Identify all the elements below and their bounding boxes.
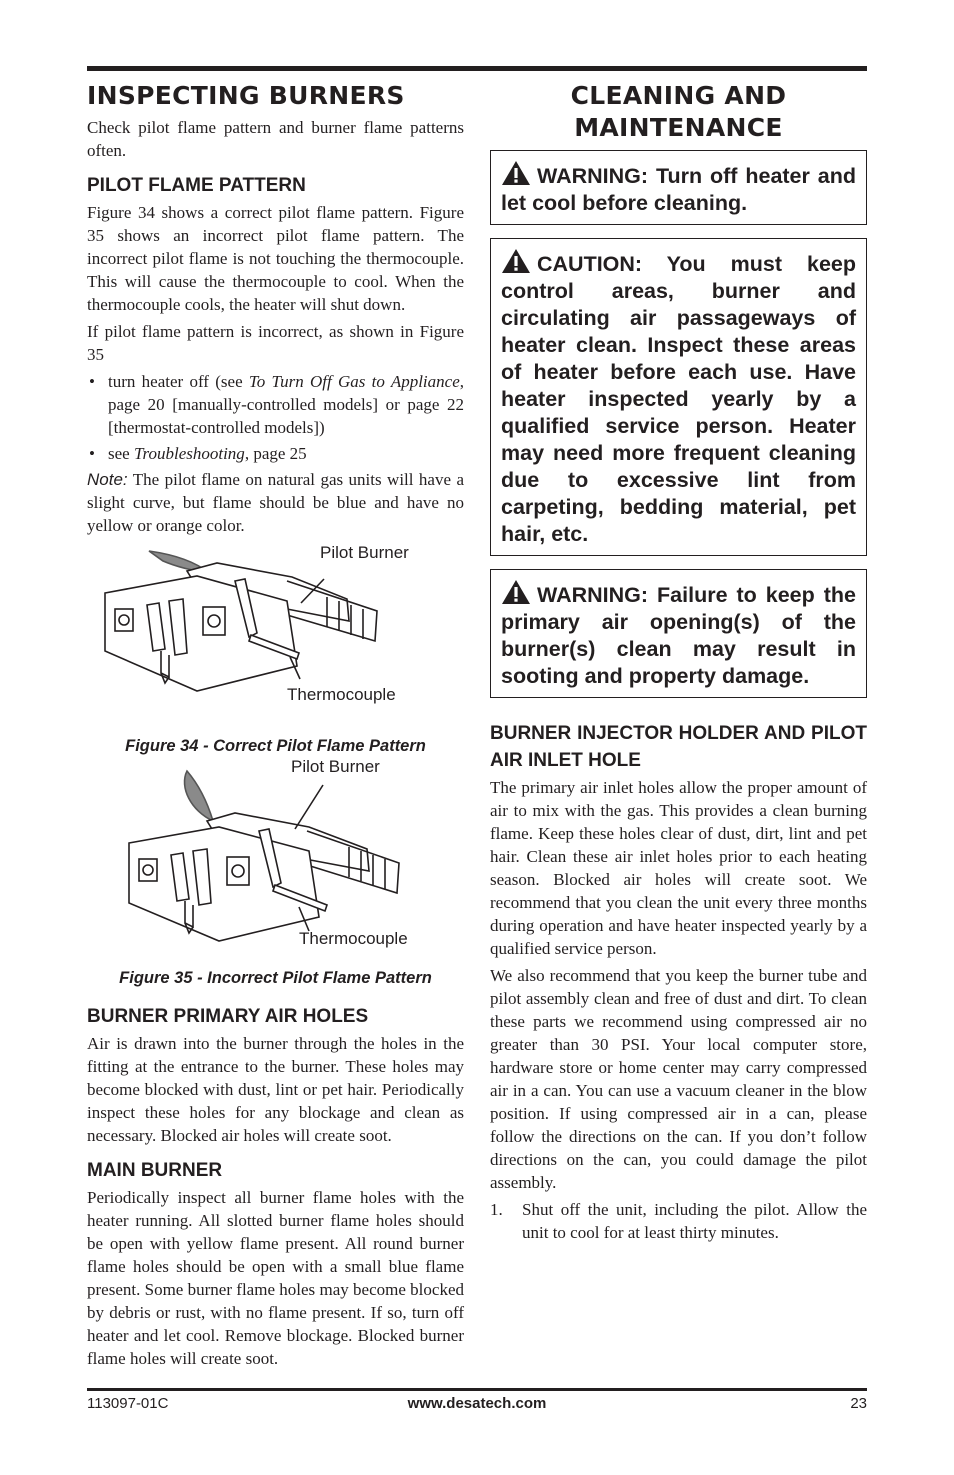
cleaning-title: [490, 80, 867, 144]
pilot-flame-heading: PILOT FLAME PATTERN: [87, 175, 306, 196]
warning-sooting-text: WARNING: Failure to keep the primary air opening(s) of the burner(s) clean may result in sooting and property damage.: [501, 583, 856, 688]
pilot-paragraph-2: If pilot flame pattern is incorrect, as shown in Figure 35: [87, 322, 464, 364]
figure-34-pilot-illustration: [87, 541, 464, 731]
cross-reference: To Turn Off Gas to Appliance: [248, 372, 460, 391]
note-label: Note:: [87, 470, 128, 489]
inspecting-burners-title: INSPECTING BURNERS: [87, 81, 405, 110]
bullet-text: see: [108, 444, 134, 463]
injector-paragraph-2: We also recommend that you keep the burner tube and pilot assembly clean and free of dust and dirt. To clean these parts we recommend using compressed air no greater than 30 PSI. Your local computer store, hardware store or home center may carry compressed air in a can. You can use a vacuum cleaner in the blow position. If using compressed air in a can, please follow the directions on the can. If you don’t follow directions on the can, you could damage the pilot assembly.: [490, 966, 867, 1192]
intro-paragraph: Check pilot flame pattern and burner flame patterns often.: [87, 118, 464, 160]
list-item: [87, 442, 464, 465]
bullet-text: , page 25: [244, 444, 307, 463]
cleaning-steps-list: [490, 1198, 867, 1244]
figure-35-thermocouple-label: Thermocouple: [299, 929, 408, 948]
bullet-text: turn heater off (see: [108, 372, 249, 391]
list-item: [490, 1198, 867, 1244]
warning-cool-text: WARNING: Turn off heater and let cool before cleaning.: [501, 164, 856, 215]
pilot-paragraph-1: Figure 34 shows a correct pilot flame pattern. Figure 35 shows an incorrect pilot flame pattern. The incorrect pilot flame is not touching the thermocouple. This will cause the thermocouple to cool. When the thermocouple cools, the heater will shut down.: [87, 203, 464, 314]
right-column: [490, 78, 867, 1244]
warning-triangle-icon: [501, 579, 531, 605]
figure-34-thermocouple-label: Thermocouple: [287, 685, 396, 704]
warning-triangle-icon: [501, 160, 531, 186]
bullet-text: , page 20 [manually-controlled models] or page 22 [thermostat-controlled models]): [108, 372, 464, 437]
page-number: 23: [850, 1395, 867, 1412]
bullet-marker: •: [89, 372, 95, 391]
pilot-bullet-list: [87, 370, 464, 465]
injector-heading: BURNER INJECTOR HOLDER AND PILOT AIR INLET HOLE: [490, 723, 867, 771]
top-rule: [87, 66, 867, 71]
air-holes-paragraph: Air is drawn into the burner through the holes in the fitting at the entrance to the burner. These holes may become blocked with dust, lint or pet hair. Periodically inspect these holes for any blockage and clean as necessary. Blocked air holes will create soot.: [87, 1034, 464, 1145]
step-text: Shut off the unit, including the pilot. Allow the unit to cool for at least thirty minutes.: [522, 1200, 867, 1242]
figure-34-pilot-burner-label: Pilot Burner: [320, 543, 409, 562]
figure-35-pilot-burner-label: Pilot Burner: [291, 757, 380, 776]
figure-35: [87, 757, 464, 967]
bullet-marker: •: [89, 444, 95, 463]
figure-34: [87, 541, 464, 731]
figure-35-caption: Figure 35 - Incorrect Pilot Flame Pattern: [119, 969, 432, 987]
injector-paragraph-1: The primary air inlet holes allow the proper amount of air to mix with the gas. This provides a clean burning flame. Keep these holes clear of dust, dirt, lint and pet hair. Clean these air inlet holes prior to each heating season. Blocked air holes will create soot. We recommend that you clean the unit every three months during operation and have heater inspected yearly by a qualified service person.: [490, 778, 867, 958]
cleaning-title-line-2: MAINTENANCE: [574, 113, 783, 142]
left-column: [87, 78, 464, 1374]
caution-triangle-icon: [501, 248, 531, 274]
cross-reference: Troubleshooting: [133, 444, 245, 463]
bottom-rule: [87, 1388, 867, 1391]
note-paragraph: [87, 468, 464, 537]
step-number: 1.: [490, 1200, 503, 1219]
warning-box-cool: [490, 150, 867, 225]
list-item: [87, 370, 464, 439]
document-number: 113097-01C: [87, 1395, 169, 1412]
main-burner-heading: MAIN BURNER: [87, 1160, 223, 1181]
caution-text: CAUTION: You must keep control areas, burner and circulating air passageways of heater clean. Inspect these areas of heater before each use. Have heater inspected yearly by a qualified service person. Heater may need more frequent cleaning due to excessive lint from carpeting, bedding material, pet hair, etc.: [501, 252, 856, 546]
caution-box: [490, 238, 867, 556]
website-link[interactable]: www.desatech.com: [407, 1395, 547, 1412]
warning-box-sooting: [490, 569, 867, 698]
note-text: The pilot flame on natural gas units will have a slight curve, but flame should be blue and have no yellow or orange color.: [87, 470, 464, 535]
figure-34-caption: Figure 34 - Correct Pilot Flame Pattern: [125, 737, 426, 755]
air-holes-heading: BURNER PRIMARY AIR HOLES: [87, 1006, 369, 1027]
cleaning-title-line-1: CLEANING AND: [570, 81, 787, 110]
main-burner-paragraph: Periodically inspect all burner flame holes with the heater running. All slotted burner flame holes should be open with yellow flame present. All round burner flame holes should be open with a small blue flame present. Some burner flame holes may become blocked by debris or rust, with no flame present. If so, turn off heater and let cool. Remove blockage. Blocked burner flame holes will create soot.: [87, 1188, 464, 1368]
